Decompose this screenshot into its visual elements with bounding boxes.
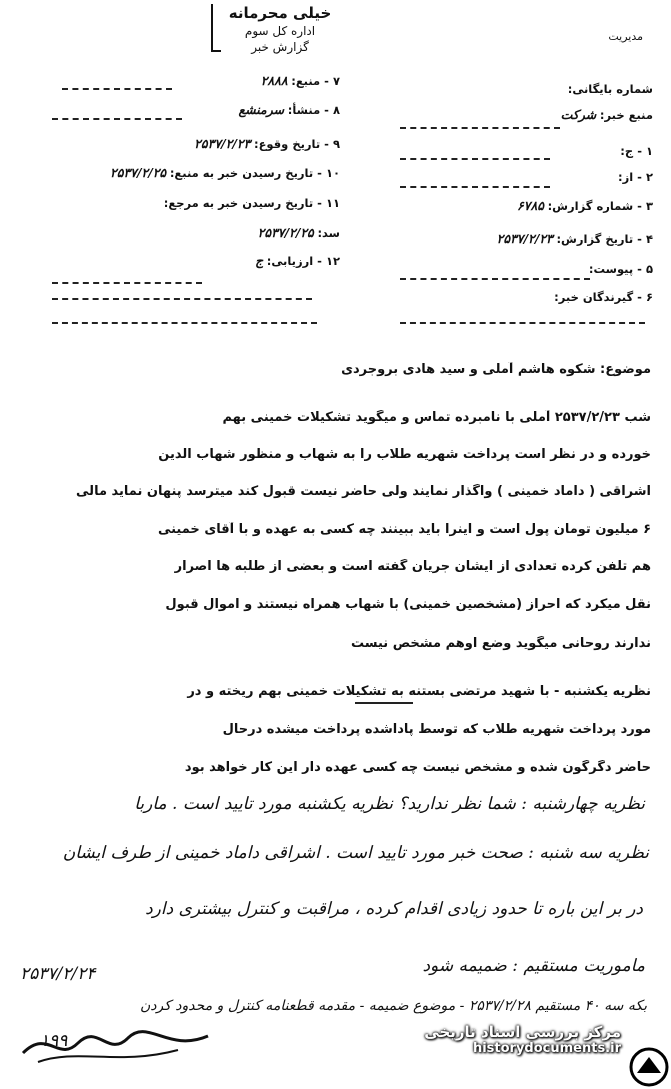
form-field-10-received-by-source	[10, 166, 340, 180]
field-label: ۱۱ - تاریخ رسیدن خبر به مرجع:	[163, 196, 340, 210]
field-label: ۱ - ج:	[620, 144, 653, 158]
field-label: منبع خبر:	[599, 108, 653, 122]
dashed-rule	[400, 158, 550, 160]
document-header	[205, 4, 355, 62]
department-line: اداره کل سوم	[244, 24, 316, 38]
field-value: ۲۵۳۷/۲/۲۵	[257, 225, 314, 240]
field-label: ۷ - منبع:	[291, 74, 340, 88]
form-field-12-evaluation	[62, 254, 340, 268]
field-label: شماره بایگانی:	[567, 82, 653, 96]
dashed-rule	[62, 88, 172, 90]
form-field-sd	[62, 226, 340, 240]
form-field-report-number	[393, 199, 653, 213]
form-field-9-occurrence-date	[62, 137, 340, 151]
field-label: ۶ - گیرندگان خبر:	[554, 290, 653, 304]
field-label: ۳ - شماره گزارش:	[547, 199, 653, 213]
field-value: ۶۷۸۵	[517, 198, 544, 213]
dashed-rule	[400, 278, 590, 280]
dashed-rule	[52, 118, 182, 120]
handwritten-note: بکه سه ۴۰ مستقیم ۲۵۳۷/۲/۲۸ - موضوع ضمیمه - مقدمه قطعنامه کنترل و محدود کردن	[139, 998, 647, 1014]
subject-line: موضوع: شکوه هاشم آملی و سید هادی بروجردی	[341, 362, 651, 377]
field-label: ۸ - منشأ:	[287, 103, 340, 117]
dashed-rule	[400, 186, 550, 188]
body-line: خورده و در نظر است پرداخت شهریه طلاب را به شهاب و منظور شهاب الدین	[158, 447, 651, 462]
form-field-report-date	[393, 232, 653, 246]
dashed-rule	[400, 127, 560, 129]
form-field-recipients	[413, 290, 653, 304]
body-line: شب ۲۵۳۷/۲/۲۳ آملی با نامبرده تماس و میگوید تشکیلات خمینی بهم	[222, 410, 651, 425]
archive-logo-icon	[629, 1047, 669, 1087]
field-value: ۲۵۳۷/۲/۲۵	[110, 165, 167, 180]
form-field-archive-number	[413, 82, 653, 96]
form-field-8-origin	[62, 103, 340, 117]
body-line: مورد پرداخت شهریه طلاب که توسط پاداشده پرداخت میشده درحال	[222, 722, 651, 737]
field-label: سد:	[317, 226, 340, 240]
field-value: ۲۵۳۷/۲/۲۳	[194, 136, 251, 151]
handwritten-date: ۲۵۳۷/۲/۲۴	[20, 964, 96, 984]
field-value: شرکت	[560, 107, 597, 122]
top-right-label: مدیریت	[608, 30, 643, 43]
body-line: نظریه یکشنبه - با شهید مرتضی بستنه به تشکیلات خمینی بهم ریخته و در	[187, 684, 651, 699]
form-field-11-received-by-reference	[40, 196, 340, 210]
field-value: ۲۵۳۷/۲/۲۳	[496, 231, 553, 246]
body-line: اشراقی ( داماد خمینی ) واگذار نمایند ولی حاضر نیست قبول کند میترسد پنهان نماید مالی	[76, 484, 651, 499]
signature-scribble	[18, 1018, 218, 1068]
field-label: ۵ - پیوست:	[588, 262, 653, 276]
field-value: سرمنشع	[238, 102, 285, 117]
dashed-rule	[52, 282, 202, 284]
field-label: ۲ - از:	[618, 170, 653, 184]
field-value: ۲۸۸۸	[260, 73, 288, 88]
body-line: حاضر دگرگون شده و مشخص نیست چه کسی عهده دار این کار خواهد بود	[184, 760, 651, 775]
field-label: ۴ - تاریخ گزارش:	[556, 232, 653, 246]
body-line: ۶ میلیون تومان پول است و اینرا باید ببینند چه کسی به عهده و با آقای خمینی	[157, 522, 651, 537]
body-line: هم تلفن کرده تعدادی از ایشان جریان گفته است و بعضی از طلبه ها اصرار	[174, 559, 651, 574]
dashed-rule	[400, 322, 645, 324]
classification-stamp: خیلی محرمانه	[228, 4, 332, 22]
field-label: ۱۲ - ارزیابی:	[266, 254, 340, 268]
handwritten-note: نظریه سه شنبه : صحت خبر مورد تایید است . اشراقی داماد خمینی از طرف ایشان	[62, 843, 649, 863]
form-field-7-source	[62, 74, 340, 88]
handwritten-number: ۱۹۹	[40, 1031, 68, 1051]
dashed-rule	[52, 322, 317, 324]
field-label: ۹ - تاریخ وقوع:	[253, 137, 340, 151]
field-value: ج	[255, 253, 264, 268]
report-type-line: گزارش خبر	[251, 40, 309, 54]
watermark-title: مرکز بررسی اسناد تاریخی	[424, 1023, 621, 1041]
handwritten-note: در بر این باره تا حدود زیادی اقدام کرده ، مراقبت و کنترل بیشتری دارد	[145, 899, 643, 919]
body-line: ندارند روحانی میگوید وضع اوهم مشخص نیست	[350, 636, 651, 651]
body-line: نقل میکرد که احراز (مشخصین خمینی) با شهاب همراه نیستند و اموال قبول	[165, 597, 651, 612]
handwritten-note: نظریه چهارشنبه : شما نظر ندارید؟ نظریه یکشنبه مورد تایید است . ماربا	[134, 794, 645, 814]
form-field-attachment	[413, 262, 653, 276]
handwritten-note: ماموریت مستقیم : ضمیمه شود	[422, 956, 645, 976]
form-field-2	[413, 170, 653, 184]
field-label: ۱۰ - تاریخ رسیدن خبر به منبع:	[169, 166, 340, 180]
watermark-url: historydocuments.ir	[472, 1041, 621, 1056]
form-field-news-source	[413, 108, 653, 122]
dashed-rule	[52, 298, 312, 300]
underline-mark	[355, 702, 413, 704]
form-field-1	[413, 144, 653, 158]
